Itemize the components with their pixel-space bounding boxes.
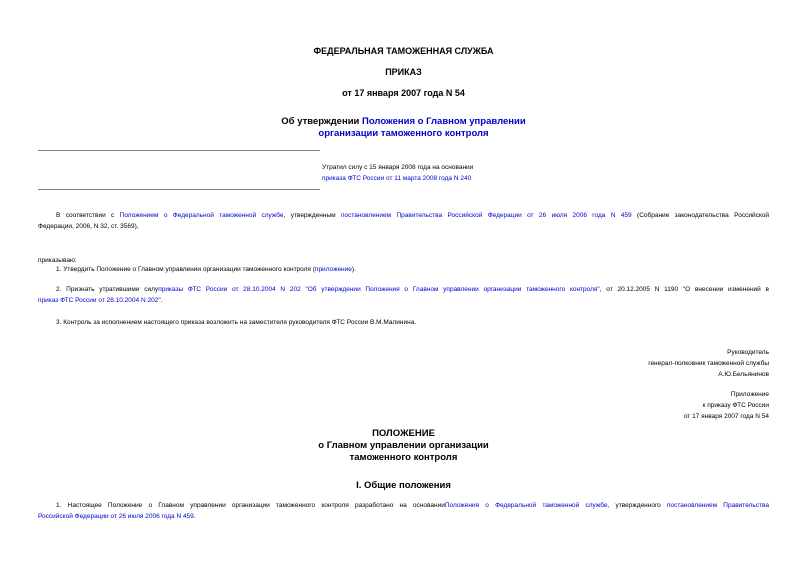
- signature-name: А.Ю.Бельянинов: [718, 371, 769, 378]
- item1-text2: ).: [351, 266, 356, 273]
- title-link-line1[interactable]: Положения о Главном управлении: [362, 116, 526, 127]
- appendix-block: [500, 389, 769, 422]
- preamble-text1: В соответствии с: [56, 212, 120, 219]
- item1-text1: 1. Утвердить Положение о Главном управлении организации таможенного контроля (: [56, 266, 315, 273]
- doc-type: ПРИКАЗ: [385, 67, 422, 77]
- section1-line2: [38, 511, 769, 522]
- section1-link2b[interactable]: Российской Федерации от 26 июля 2006 года N 459: [38, 513, 194, 520]
- doc-date: от 17 января 2007 года N 54: [342, 88, 465, 98]
- status-note: [322, 162, 473, 184]
- item2-line2: [38, 295, 769, 306]
- item-1: [56, 264, 356, 275]
- preamble-link2[interactable]: постановлением Правительства Российской Федерации от 26 июля 2006 года N 459: [340, 212, 632, 219]
- item1-link[interactable]: приложение: [314, 266, 352, 273]
- regulation-title-3: таможенного контроля: [349, 452, 458, 463]
- item2-link1[interactable]: приказы ФТС России от 28.10.2004 N 202 "Об утверждении Положения о Главном управлении организации таможенного контроля": [158, 286, 600, 293]
- signature-rank: генерал-полковник таможенной службы: [648, 360, 769, 367]
- status-link[interactable]: приказа ФТС России от 11 марта 2008 года N 240: [322, 175, 472, 182]
- regulation-title: [0, 428, 807, 464]
- section-1-paragraph: [38, 500, 769, 522]
- item-3: 3. Контроль за исполнением настоящего приказа возложить на заместителя руководителя ФТС России В.М.Малинина.: [56, 319, 417, 326]
- preamble-line1: [38, 210, 769, 221]
- title-link-line2[interactable]: организации таможенного контроля: [318, 128, 489, 139]
- preamble-line2: Федерации, 2006, N 32, ст. 3569),: [38, 223, 139, 230]
- divider-bottom: [38, 189, 320, 190]
- item2-text2: , от 20.12.2005 N 1190 "О внесении изменений в: [599, 286, 769, 293]
- signature-role: Руководитель: [727, 349, 769, 356]
- section1-text3: .: [193, 513, 196, 520]
- agency-name: ФЕДЕРАЛЬНАЯ ТАМОЖЕННАЯ СЛУЖБА: [313, 46, 494, 56]
- appendix-line3: от 17 января 2007 года N 54: [683, 413, 769, 420]
- signature-block: [500, 347, 769, 380]
- appendix-line2: к приказу ФТС России: [702, 402, 769, 409]
- section1-link2a[interactable]: постановлением Правительства: [666, 502, 769, 509]
- title-prefix: Об утверждении: [281, 116, 363, 127]
- preamble-text2: , утвержденным: [283, 212, 341, 219]
- order-word: приказываю:: [38, 257, 77, 264]
- preamble-link1[interactable]: Положением о Федеральной таможенной службе: [119, 212, 284, 219]
- item2-text3: ".: [158, 297, 163, 304]
- item2-link2[interactable]: приказ ФТС России от 28.10.2004 N 202: [38, 297, 159, 304]
- section1-text2: , утвержденного: [607, 502, 667, 509]
- section1-text1: 1. Настоящее Положение о Главном управлении организации таможенного контроля разработано на основании: [56, 502, 445, 509]
- status-line1: Утратил силу с 15 января 2008 года на основании: [322, 164, 474, 171]
- section-1-heading: I. Общие положения: [356, 480, 451, 491]
- item2-line1: [38, 284, 769, 295]
- item2-text1: 2. Признать утратившими силу: [56, 286, 159, 293]
- regulation-title-1: ПОЛОЖЕНИЕ: [372, 428, 435, 439]
- item-2: [38, 284, 769, 306]
- preamble-text3: (Собрание законодательства Российской: [631, 212, 769, 219]
- divider-top: [38, 150, 320, 151]
- appendix-line1: Приложение: [730, 391, 769, 398]
- section1-line1: [38, 500, 769, 511]
- regulation-title-2: о Главном управлении организации: [318, 440, 489, 451]
- section1-link1[interactable]: Положения о Федеральной таможенной службе: [444, 502, 608, 509]
- doc-title: [0, 116, 807, 140]
- preamble: [38, 210, 769, 232]
